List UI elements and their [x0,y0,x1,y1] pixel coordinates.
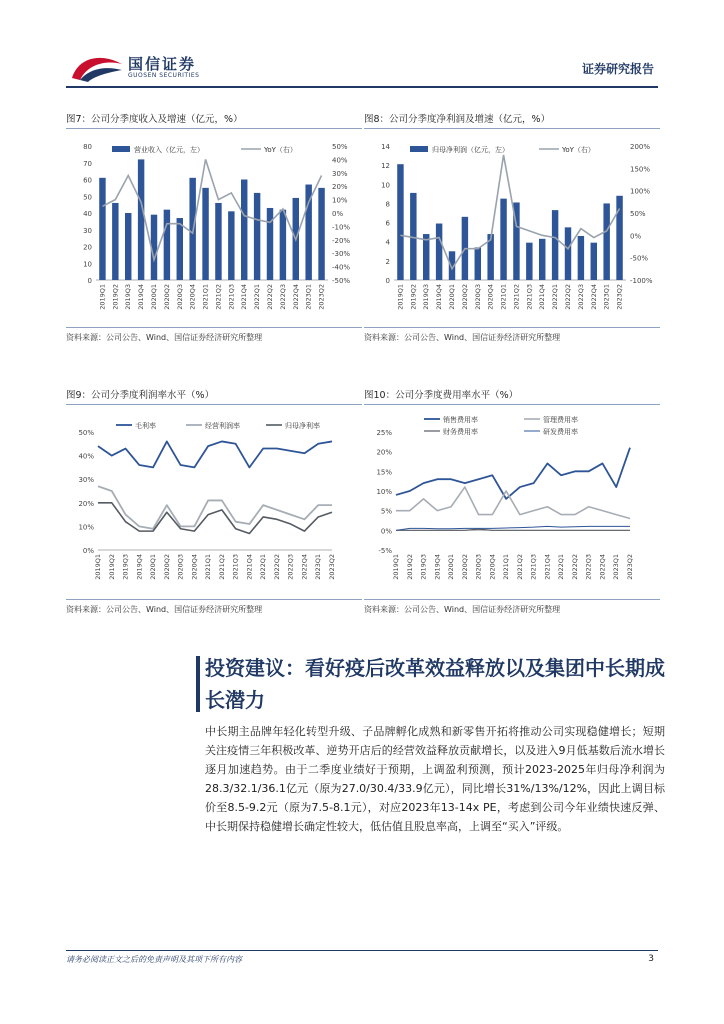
c8-xtick: 2019Q1 [396,284,405,310]
c7-legend-line: YoY（右） [264,146,297,154]
c9-xtick: 2020Q2 [162,554,171,580]
c7-ytick-left: 0 [87,277,92,285]
c8-legend-line: YoY（右） [562,146,595,154]
c10-ytick: 20% [376,448,392,457]
c8-ytick-left: 2 [385,257,390,266]
c8-xtick: 2019Q2 [409,284,418,310]
c7-ytick-right: 30% [332,169,348,178]
c10-line-0 [396,448,630,499]
c7-ytick-left: 10 [83,260,92,269]
c8-ytick-right: -50% [630,254,649,263]
footer-disclaimer: 请务必阅读正文之后的免责声明及其项下所有内容 [66,955,242,964]
logo-text-cn: 国信证券 [128,55,197,73]
figure-8-title: 图8：公司分季度净利润及增速（亿元，%） [364,112,660,129]
c9-xtick: 2019Q2 [107,554,116,580]
c10-xtick: 2023Q2 [626,554,634,580]
c10-legend-0: 销售费用率 [443,416,478,424]
c7-bar [228,211,234,280]
c7-bar [202,188,208,280]
header-divider [66,86,658,88]
logo-text-en: GUOSEN SECURITIES [128,72,200,79]
c8-ytick-right: 50% [630,210,646,218]
c8-ytick-right: -100% [630,277,653,285]
c7-bar [138,159,144,280]
c8-bar [591,243,597,280]
c8-bar [436,224,442,280]
c9-xtick: 2022Q2 [272,554,281,580]
c7-ytick-right: 20% [332,183,348,192]
c8-bar [603,203,609,280]
c8-ytick-right: 150% [630,165,651,174]
figure-9-title: 图9：公司分季度利润率水平（%） [66,388,362,405]
c9-xtick: 2021Q2 [217,554,226,580]
section-title: 投资建议：看好疫后改革效益释放以及集团中长期成长潜力 [205,656,665,712]
section-accent-bar [196,656,200,712]
c9-xtick: 2019Q1 [94,554,102,580]
c8-ytick-right: 100% [630,187,651,196]
c9-legend-1: 经营利润率 [205,422,240,430]
c9-xtick: 2019Q3 [121,554,130,580]
margin-chart [66,410,362,596]
c7-xtick: 2019Q4 [137,284,146,310]
c9-xtick: 2022Q4 [300,554,309,580]
c7-ytick-right: 50% [332,143,348,151]
c8-xtick: 2021Q1 [499,284,508,310]
footer-divider [66,950,658,951]
c7-bar [318,188,324,280]
c8-ytick-right: 200% [630,143,651,151]
c7-xtick: 2022Q3 [278,284,287,310]
c7-ytick-right: -50% [332,277,351,285]
c9-ytick: 50% [78,429,94,437]
c8-xtick: 2021Q2 [512,284,521,310]
c8-ytick-left: 14 [381,143,390,151]
c7-ytick-right: 0% [332,210,344,218]
c7-ytick-left: 30 [83,226,92,235]
c8-bar [423,234,429,280]
c10-ytick: 10% [376,488,392,496]
c8-bar [526,243,532,280]
c7-xtick: 2020Q1 [150,284,158,310]
logo-mark-icon [72,58,122,82]
c8-bar [565,227,571,280]
c10-xtick: 2021Q2 [515,554,524,580]
expense-ratio-chart [364,410,660,596]
c10-xtick: 2022Q3 [584,554,593,580]
c8-bar [475,247,481,280]
c7-ytick-right: -30% [332,250,351,259]
c8-ytick-left: 0 [385,277,390,285]
c8-ytick-right: 0% [630,232,642,241]
c7-xtick: 2021Q1 [201,284,210,310]
c8-xtick: 2022Q2 [564,284,572,310]
c7-ytick-right: 10% [332,196,348,205]
page-number: 3 [648,954,654,964]
c8-bar [578,236,584,280]
c10-ytick: -5% [378,547,392,555]
c8-xtick: 2020Q1 [448,284,456,310]
c8-xtick: 2022Q4 [589,284,598,310]
c10-legend-2: 财务费用率 [443,428,478,436]
c10-xtick: 2020Q4 [488,554,497,580]
c9-xtick: 2020Q3 [176,554,185,580]
c10-xtick: 2022Q4 [598,554,607,580]
c7-bar [241,180,247,281]
c9-ytick: 40% [78,452,94,461]
c8-xtick: 2022Q3 [576,284,585,310]
c7-ytick-left: 80 [83,143,92,151]
c9-line-0 [98,441,332,467]
c8-ytick-left: 4 [385,238,390,247]
c7-bar [164,210,170,280]
c7-xtick: 2023Q1 [304,284,313,310]
c7-xtick: 2019Q1 [98,284,107,310]
c7-xtick: 2020Q4 [188,284,197,310]
c7-ytick-left: 20 [83,243,92,252]
c9-ytick: 20% [78,499,94,508]
c7-xtick: 2022Q4 [291,284,300,310]
c9-line-2 [98,503,332,534]
c8-xtick: 2021Q3 [525,284,534,310]
c7-xtick: 2023Q2 [317,284,326,310]
figure-9-source: 资料来源：公司公告、Wind、国信证券经济研究所整理 [66,599,362,615]
c7-xtick: 2019Q3 [124,284,133,310]
c7-xtick: 2021Q4 [240,284,249,310]
c8-bar [616,196,622,280]
c7-ytick-left: 50 [83,193,92,202]
c8-xtick: 2020Q2 [460,284,469,310]
c10-xtick: 2021Q1 [502,554,511,580]
c7-ytick-right: -20% [332,236,351,245]
c8-bar [500,199,506,280]
figure-8-source: 资料来源：公司公告、Wind、国信证券经济研究所整理 [364,327,660,343]
c9-line-1 [98,486,332,528]
c10-ytick: 0% [380,527,392,536]
c7-bar [215,203,221,280]
c9-ytick: 0% [82,547,94,555]
c7-legend-bar: 营业收入（亿元，左） [134,146,204,154]
c7-xtick: 2022Q1 [253,284,262,310]
c8-xtick: 2022Q1 [551,284,560,310]
c9-legend-0: 毛利率 [135,422,156,430]
c7-legend-bar-swatch [112,146,130,152]
c10-xtick: 2019Q1 [392,554,400,580]
c8-xtick: 2021Q4 [538,284,547,310]
c7-bar [125,213,131,280]
figure-7-title: 图7：公司分季度收入及增速（亿元，%） [66,112,362,129]
c8-ytick-left: 8 [385,200,390,209]
c8-bar [397,164,403,280]
c9-xtick: 2020Q1 [149,554,158,580]
c7-bar [267,208,273,280]
c9-ytick: 10% [78,523,94,532]
c7-xtick: 2021Q3 [227,284,236,310]
c10-ytick: 15% [376,468,392,477]
c7-bar [280,210,286,280]
revenue-chart [66,134,362,324]
c8-xtick: 2020Q3 [473,284,482,310]
c10-xtick: 2019Q4 [433,554,442,580]
c7-ytick-right: 40% [332,156,348,165]
c7-ytick-left: 40 [83,210,92,218]
c9-xtick: 2023Q1 [314,554,323,580]
c7-ytick-left: 70 [83,159,92,168]
c8-bar [539,239,545,280]
c10-xtick: 2022Q1 [557,554,566,580]
c9-xtick: 2021Q1 [204,554,213,580]
c8-legend-bar: 归母净利润（亿元，左） [432,146,509,154]
c9-xtick: 2023Q2 [328,554,336,580]
c7-bar [112,203,118,280]
section-body: 中长期主品牌年轻化转型升级、子品牌孵化成熟和新零售开拓将推动公司实现稳健增长；短期关注疫情三年积极改革、逆势开店后的经营效益释放贡献增长，以及进入9月低基数后流水增长逐月加速趋势。由于二季度业绩好于预期，上调盈利预测，预计2023-2025年归母净利润为28.3/32.1/36.1亿元（原为27.0/30.4/33.9亿元），同比增长31%/13%/12%，因此上调目标价至8.5-9.2元（原为7.5-8.1元），对应2023年13-14x PE，考虑到公司今年业绩快速反弹、中长期保持稳健增长确定性较大，低估值且股息率高，上调至“买入”评级。 [205,725,665,833]
c10-line-2 [396,529,630,530]
c9-xtick: 2019Q4 [135,554,144,580]
c9-xtick: 2020Q4 [190,554,199,580]
c10-xtick: 2019Q3 [419,554,428,580]
c7-yoy-line [102,159,321,260]
c8-yoy-line [400,155,619,269]
c10-xtick: 2020Q2 [460,554,469,580]
c9-xtick: 2021Q3 [231,554,240,580]
c10-xtick: 2023Q1 [612,554,621,580]
c7-xtick: 2020Q3 [175,284,184,310]
c10-ytick: 25% [376,429,392,437]
c10-xtick: 2020Q1 [447,554,456,580]
c7-xtick: 2021Q2 [214,284,223,310]
c7-bar [177,218,183,280]
c8-ytick-left: 10 [381,181,390,190]
c10-legend-3: 研发费用率 [543,428,578,436]
c9-legend-2: 归母净利率 [285,422,320,430]
c7-ytick-right: -40% [332,263,351,272]
c8-ytick-left: 6 [385,219,390,228]
c8-xtick: 2020Q4 [486,284,495,310]
net-profit-chart [364,134,660,324]
figure-10-source: 资料来源：公司公告、Wind、国信证券经济研究所整理 [364,599,660,615]
c7-xtick: 2022Q2 [266,284,274,310]
c8-xtick: 2019Q3 [422,284,431,310]
c7-xtick: 2019Q2 [111,284,120,310]
c10-legend-1: 管理费用率 [543,416,578,424]
report-type: 证券研究报告 [581,62,654,76]
c7-xtick: 2020Q2 [162,284,171,310]
c10-xtick: 2022Q2 [570,554,579,580]
c9-ytick: 30% [78,476,94,485]
c7-ytick-left: 60 [83,176,92,185]
c8-ytick-left: 12 [381,162,390,171]
c8-xtick: 2023Q2 [615,284,624,310]
c7-bar [254,193,260,280]
c7-ytick-right: -10% [332,223,351,232]
c10-xtick: 2019Q2 [405,554,414,580]
c7-bar [99,178,105,280]
c9-xtick: 2022Q1 [259,554,268,580]
c8-legend-bar-swatch [410,146,428,152]
c10-xtick: 2021Q3 [529,554,538,580]
c9-xtick: 2022Q3 [286,554,295,580]
c9-xtick: 2021Q4 [245,554,254,580]
c8-xtick: 2023Q1 [602,284,611,310]
c10-ytick: 5% [380,507,392,516]
c8-xtick: 2019Q4 [435,284,444,310]
figure-10-title: 图10：公司分季度费用率水平（%） [364,388,660,405]
figure-7-source: 资料来源：公司公告、Wind、国信证券经济研究所整理 [66,327,362,343]
c8-bar [552,210,558,280]
c10-xtick: 2021Q4 [543,554,552,580]
c10-xtick: 2020Q3 [474,554,483,580]
